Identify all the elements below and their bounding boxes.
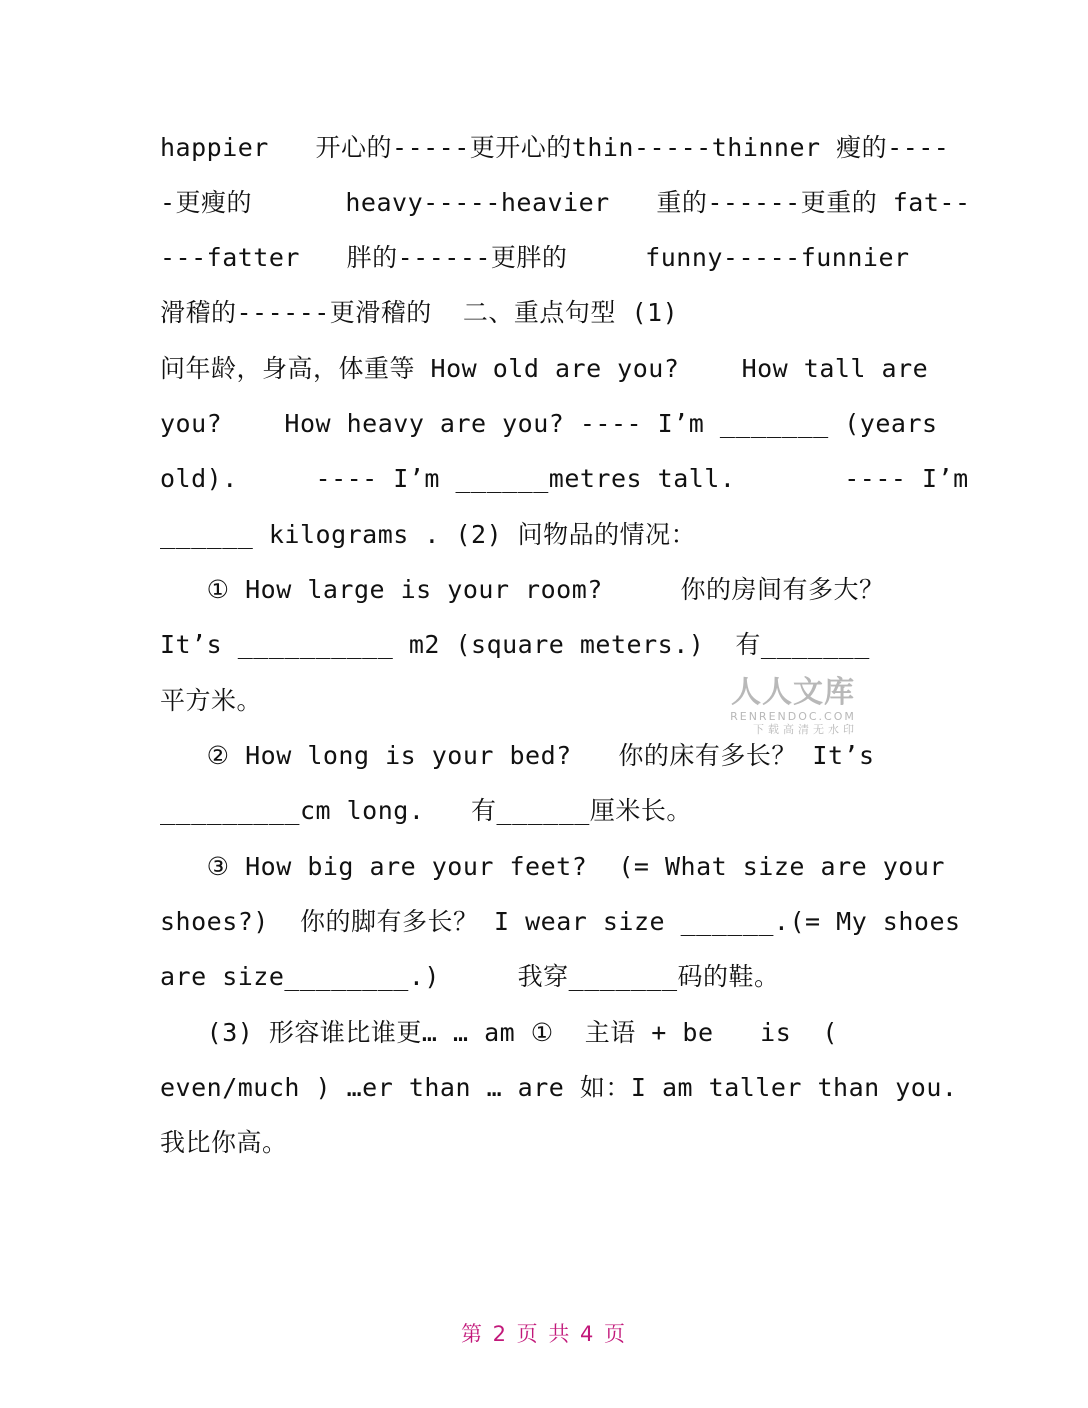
- text-line: ② How long is your bed? 你的床有多长？ It’s: [160, 741, 875, 770]
- text-line: ---fatter 胖的------更胖的 funny-----funnier: [160, 243, 910, 272]
- text-line: old). ---- I’m ______metres tall. ---- I’m: [160, 464, 969, 493]
- text-line: shoes?) 你的脚有多长？ I wear size ______.(= My shoes: [160, 907, 961, 936]
- text-line: 滑稽的------更滑稽的 二、重点句型 (1): [160, 298, 679, 327]
- text-line: 平方米。: [160, 686, 263, 715]
- watermark-title: 人人文库: [731, 675, 855, 710]
- watermark-tagline: 下载高清无水印: [753, 723, 858, 736]
- text-line: It’s __________ m2 (square meters.) 有_______: [160, 630, 870, 659]
- text-line: _________cm long. 有______厘米长。: [160, 796, 692, 825]
- text-line: happier 开心的-----更开心的thin-----thinner 瘦的----: [160, 133, 950, 162]
- text-line: -更瘦的 heavy-----heavier 重的------更重的 fat--: [160, 188, 971, 217]
- text-line: ① How large is your room? 你的房间有多大？: [160, 575, 885, 604]
- text-line: 问年龄，身高，体重等 How old are you? How tall are: [160, 354, 929, 383]
- page-number: 第 2 页 共 4 页: [460, 1322, 628, 1346]
- watermark: [728, 676, 858, 736]
- text-line: are size________.) 我穿_______码的鞋。: [160, 962, 780, 991]
- watermark-domain: RENRENDOC.COM: [730, 710, 856, 723]
- text-line: you? How heavy are you? ---- I’m _______ (years: [160, 409, 938, 438]
- text-line: even/much ) …er than … are 如：I am taller than you.: [160, 1073, 958, 1102]
- text-line: (3) 形容谁比谁更… … am ① 主语 + be is (: [160, 1018, 838, 1047]
- text-line: 我比你高。: [160, 1128, 288, 1157]
- text-line: ③ How big are your feet? (= What size are your: [160, 852, 945, 881]
- text-line: ______ kilograms . (2) 问物品的情况：: [160, 520, 697, 549]
